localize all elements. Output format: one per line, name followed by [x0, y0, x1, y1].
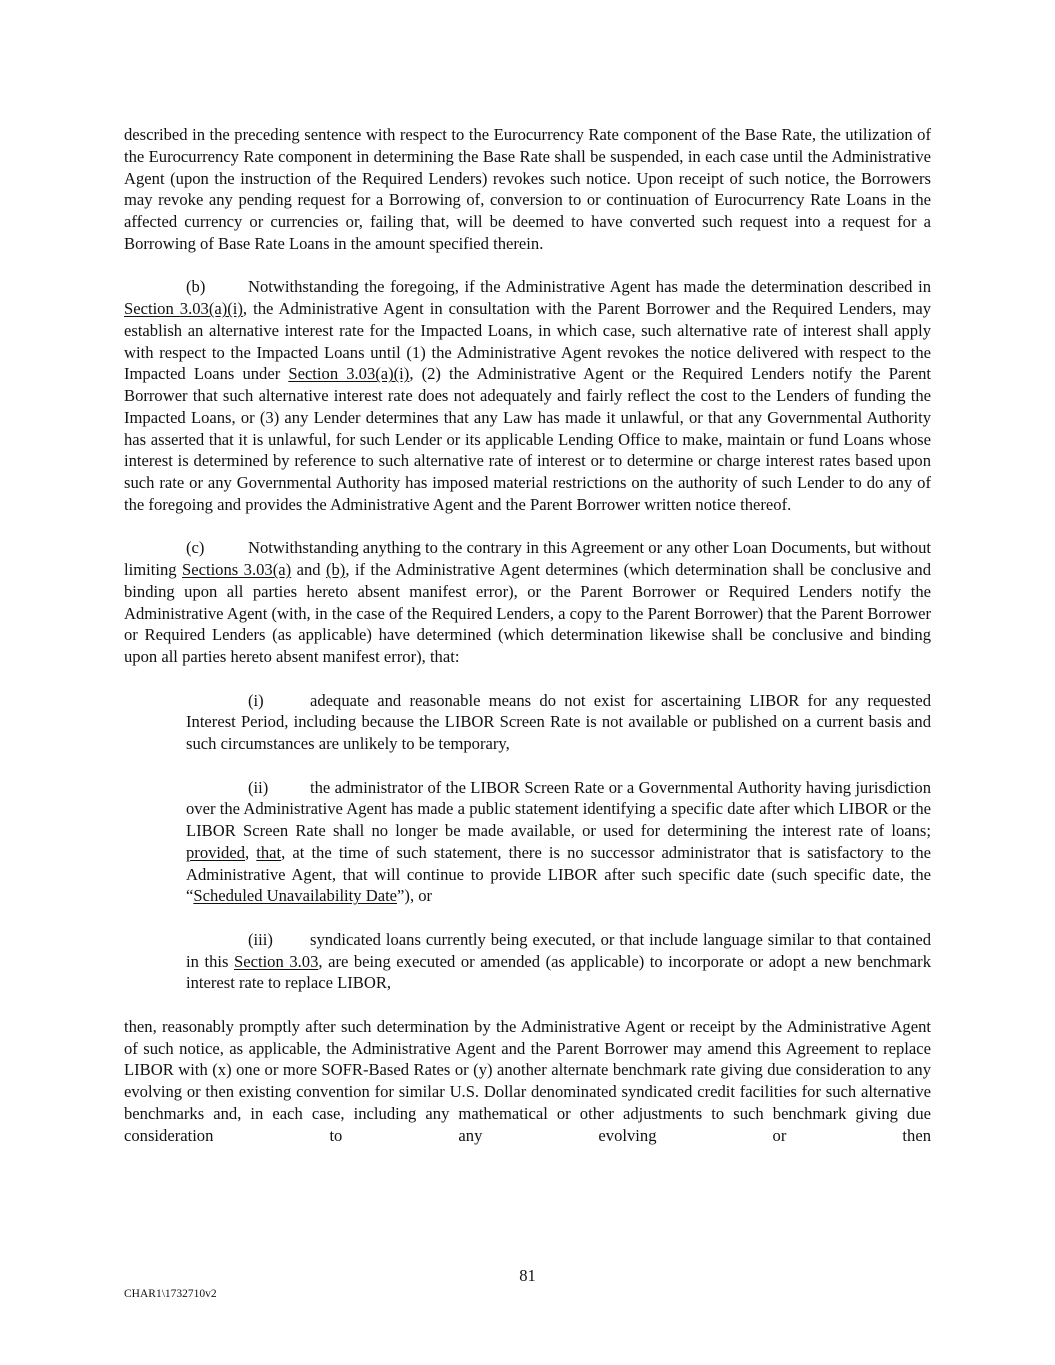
clause-label: (iii)	[248, 929, 273, 949]
section-reference: Sections 3.03(a)	[182, 560, 292, 579]
defined-term: Scheduled Unavailability Date	[193, 886, 398, 906]
text: and	[291, 560, 326, 579]
paragraph-b	[124, 276, 931, 515]
paragraph-continuation: described in the preceding sentence with respect to the Eurocurrency Rate component of the Base Rate, the utilization of the Eurocurrency Rate component in determining the Base Rate shall be suspended, in each case until the Administrative Agent (upon the instruction of the Required Lenders) revokes such notice. Upon receipt of such notice, the Borrowers may revoke any pending request for a Borrowing of, conversion to or continuation of Eurocurrency Rate Loans in the affected currency or currencies or, failing that, will be deemed to have converted such request into a request for a Borrowing of Base Rate Loans in the amount specified therein.	[124, 125, 931, 253]
text: Notwithstanding anything to the contrary in this Agreement or any other Loan Documents, but without limiting	[124, 538, 931, 579]
section-reference: Section 3.03	[234, 951, 319, 971]
document-page	[124, 124, 931, 1168]
text: adequate and reasonable means do not exist for ascertaining LIBOR for any requested Interest Period, including because the LIBOR Screen Rate is not available or published on a current basis and such circumstances are unlikely to be temporary,	[186, 690, 931, 753]
page-number: 81	[519, 1266, 536, 1285]
text: syndicated loans currently being executed, or that include language similar to that contained in this	[186, 929, 931, 971]
text: ,	[245, 842, 257, 862]
paragraph-label: (b)	[186, 277, 206, 297]
section-reference: Section 3.03(a)(i)	[288, 364, 410, 384]
text: , at the time of such statement, there is no successor administrator that is satisfactory to the Administrative Agent, that will continue to provide LIBOR after such specific date (such specific date, the “	[186, 842, 932, 906]
text: ”), or	[397, 886, 433, 906]
section-reference: (b)	[325, 560, 346, 579]
text: , if the Administrative Agent determines (which determination shall be conclusive and binding upon all parties hereto absent manifest error), or the Parent Borrower or Required Lenders notify the Administrative Agent (with, in the case of the Required Lenders, a copy to the Parent Borrower) that the Parent Borrower or Required Lenders (as applicable) have determined (which determination likewise shall be conclusive and binding upon all parties hereto absent manifest error), that:	[124, 560, 931, 666]
clause-label: (ii)	[248, 777, 269, 797]
defined-term: provided	[186, 842, 245, 862]
text: , the Administrative Agent in consultation with the Parent Borrower and the Required Lenders, may establish an alternative interest rate for the Impacted Loans, in which case, such alternative rate of interest shall apply with respect to the Impacted Loans until (1) the Administrative Agent revokes the notice delivered with respect to the Impacted Loans under	[124, 299, 931, 384]
clause-iii	[186, 929, 931, 994]
document-id: CHAR1\1732710v2	[124, 1288, 217, 1300]
paragraph-label: (c)	[186, 538, 205, 558]
text: Notwithstanding the foregoing, if the Administrative Agent has made the determination described in	[248, 277, 931, 297]
defined-term: that	[256, 842, 282, 862]
text: the administrator of the LIBOR Screen Rate or a Governmental Authority having jurisdiction over the Administrative Agent has made a public statement identifying a specific date after which LIBOR or the LIBOR Screen Rate shall no longer be made available, or used for determining the interest rate of loans;	[186, 777, 931, 840]
clause-i	[186, 690, 931, 755]
paragraph-c	[124, 537, 931, 668]
text: , are being executed or amended (as applicable) to incorporate or adopt a new benchmark interest rate to replace LIBOR,	[186, 951, 931, 993]
clause-ii	[186, 777, 931, 908]
clause-label: (i)	[248, 690, 264, 710]
text: , (2) the Administrative Agent or the Required Lenders notify the Parent Borrower that such alternative interest rate does not adequately and fairly reflect the cost to the Lenders of funding the Impacted Loans, or (3) any Lender determines that any Law has made it unlawful, or that any Governmental Authority has asserted that it is unlawful, for such Lender or its applicable Lending Office to make, maintain or fund Loans whose interest is determined by reference to such alternative rate of interest or to determine or charge interest rates based upon such rate or any Governmental Authority has imposed material restrictions on the authority of such Lender to do any of the foregoing and provides the Administrative Agent and the Parent Borrower written notice thereof.	[124, 364, 931, 514]
paragraph-then: then, reasonably promptly after such determination by the Administrative Agent or receipt by the Administrative Agent of such notice, as applicable, the Administrative Agent and the Parent Borrower may amend this Agreement to replace LIBOR with (x) one or more SOFR-Based Rates or (y) another alternate benchmark rate giving due consideration to any evolving or then existing convention for similar U.S. Dollar denominated syndicated credit facilities for such alternative benchmarks and, in each case, including any mathematical or other adjustments to such benchmark giving due consideration to any evolving or then	[124, 1016, 931, 1145]
section-reference: Section 3.03(a)(i)	[124, 299, 243, 318]
